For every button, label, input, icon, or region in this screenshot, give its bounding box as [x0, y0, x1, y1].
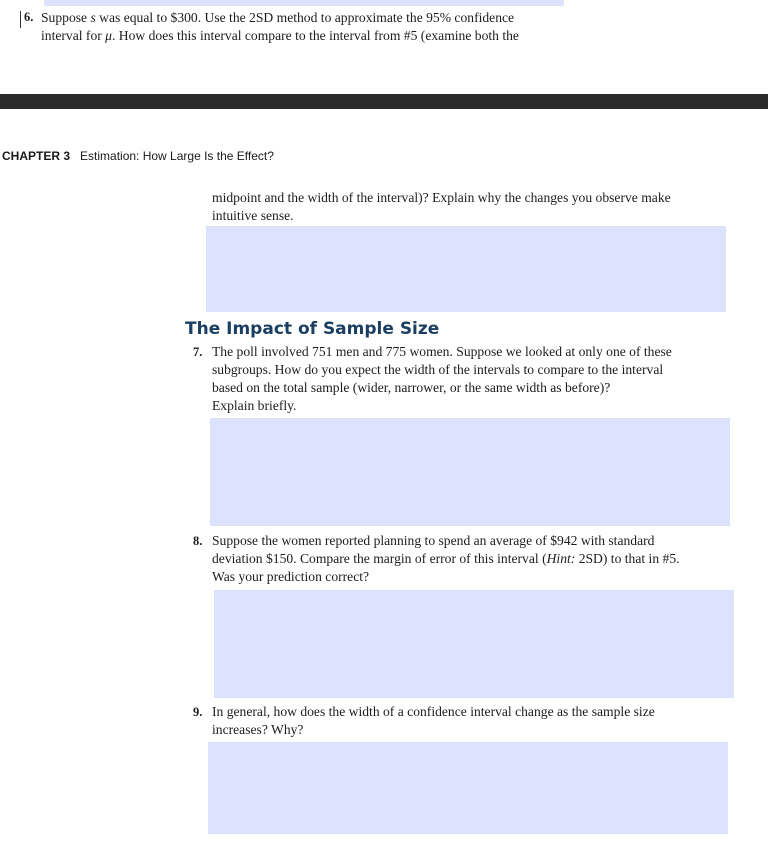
- question-7-text-line-4: Explain briefly.: [212, 398, 297, 413]
- question-8-text-line-2: deviation $150. Compare the margin of error of this interval (Hint: 2SD) to that in #5.: [212, 551, 680, 566]
- question-6-text-line-1: Suppose s was equal to $300. Use the 2SD method to approximate the 95% confidence: [41, 10, 515, 25]
- question-8-text-line-1: Suppose the women reported planning to spend an average of $942 with standard: [212, 533, 655, 548]
- answer-box-question-7[interactable]: [210, 418, 730, 526]
- question-6-continued-line-1: midpoint and the width of the interval)? Explain why the changes you observe make: [212, 190, 671, 205]
- answer-box-question-8[interactable]: [214, 590, 734, 698]
- question-7-text-line-1: The poll involved 751 men and 775 women. Suppose we looked at only one of these: [212, 344, 672, 359]
- hint-label: Hint:: [546, 551, 576, 566]
- question-7-number: 7.: [193, 345, 203, 359]
- answer-box-question-9[interactable]: [208, 742, 728, 834]
- question-9-text-line-2: increases? Why?: [212, 722, 304, 737]
- chapter-header: [2, 149, 274, 163]
- question-9-text-line-1: In general, how does the width of a confidence interval change as the sample size: [212, 704, 655, 719]
- question-6-number: 6.: [24, 10, 34, 24]
- question-8-text-line-3: Was your prediction correct?: [212, 569, 370, 584]
- question-7-text-line-3: based on the total sample (wider, narrower, or the same width as before)?: [212, 380, 611, 395]
- question-8-number: 8.: [193, 534, 203, 548]
- answer-box-question-6[interactable]: [206, 226, 726, 312]
- chapter-title: Estimation: How Large Is the Effect?: [80, 149, 274, 163]
- question-9-number: 9.: [193, 705, 203, 719]
- question-6-continued-line-2: intuitive sense.: [212, 208, 294, 223]
- chapter-label: CHAPTER 3: [2, 149, 71, 163]
- question-7-text-line-2: subgroups. How do you expect the width of the intervals to compare to the interval: [212, 362, 664, 377]
- question-6-text-line-2: interval for μ. How does this interval compare to the interval from #5 (examine both the: [41, 28, 519, 43]
- text-cursor: [20, 11, 21, 28]
- page-divider: [0, 94, 768, 109]
- previous-answer-box[interactable]: [44, 0, 564, 6]
- section-title: The Impact of Sample Size: [185, 319, 440, 339]
